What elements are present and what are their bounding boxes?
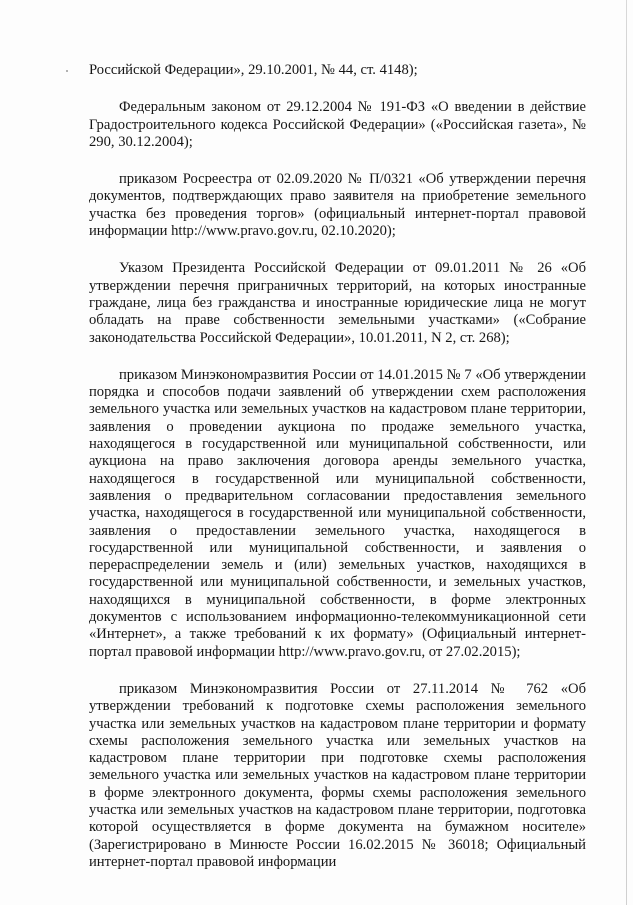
paragraph-minecon-order-762: приказом Минэкономразвития России от 27.11.2014 № 762 «Об утверждении требований к подготовке схемы расположения земельного участка или земельных участков на кадастровом плане территории и формату схемы расположения земельного участка или земельных участков на кадастровом плане территории при подготовке схемы расположения земельного участка или земельных участков на кадастровом плане территории в форме электронного документа, формы схемы расположения земельного участка или земельных участков на кадастровом плане территории, подготовка которой осуществляется в форме документа на бумажном носителе» (Зарегистрировано в Минюсте России 16.02.2015 № 36018; Официальный интернет-портал правовой информации (89, 680, 586, 870)
paragraph-rosreestr-order: приказом Росреестра от 02.09.2020 № П/0321 «Об утверждении перечня документов, подтверждающих право заявителя на приобретение земельного участка без проведения торгов» (официальный интернет-портал правовой информации http://www.pravo.gov.ru, 02.10.2020); (89, 171, 586, 240)
scan-speck (66, 70, 68, 72)
paragraph-federal-law-191: Федеральным законом от 29.12.2004 № 191-ФЗ «О введении в действие Градостроительного кодекса Российской Федерации» («Российская газета», № 290, 30.12.2004); (89, 99, 586, 150)
document-body (89, 62, 586, 891)
paragraph-continuation: Российской Федерации», 29.10.2001, № 44, ст. 4148); (89, 62, 418, 78)
scan-binding-edge (626, 0, 627, 905)
paragraph-minecon-order-7: приказом Минэкономразвития России от 14.01.2015 № 7 «Об утверждении порядка и способов подачи заявлений об утверждении схем расположения земельного участка или земельных участков на кадастровом плане территории, заявления о проведении аукциона по продаже земельного участка, находящегося в государственной или муниципальной собственности, или аукциона на право заключения договора аренды земельного участка, находящегося в государственной или муниципальной собственности, заявления о предварительном согласовании предоставления земельного участка, находящегося в государственной или муниципальной собственности, заявления о предоставлении земельного участка, находящегося в государственной или муниципальной собственности, и заявления о перераспределении земель и (или) земельных участков, находящихся в государственной или муниципальной собственности, и земельных участков, находящихся в муниципальной собственности, в форме электронных документов с использованием информационно-телекоммуникационной сети «Интернет», а также требований к их формату» (Официальный интернет-портал правовой информации http://www.pravo.gov.ru, от 27.02.2015); (89, 366, 586, 660)
paragraph-presidential-decree: Указом Президента Российской Федерации от 09.01.2011 № 26 «Об утверждении перечня приграничных территорий, на которых иностранные граждане, лица без гражданства и иностранные юридические лица не могут обладать на праве собственности земельными участками» («Собрание законодательства Российской Федерации», 10.01.2011, N 2, ст. 268); (89, 260, 586, 346)
